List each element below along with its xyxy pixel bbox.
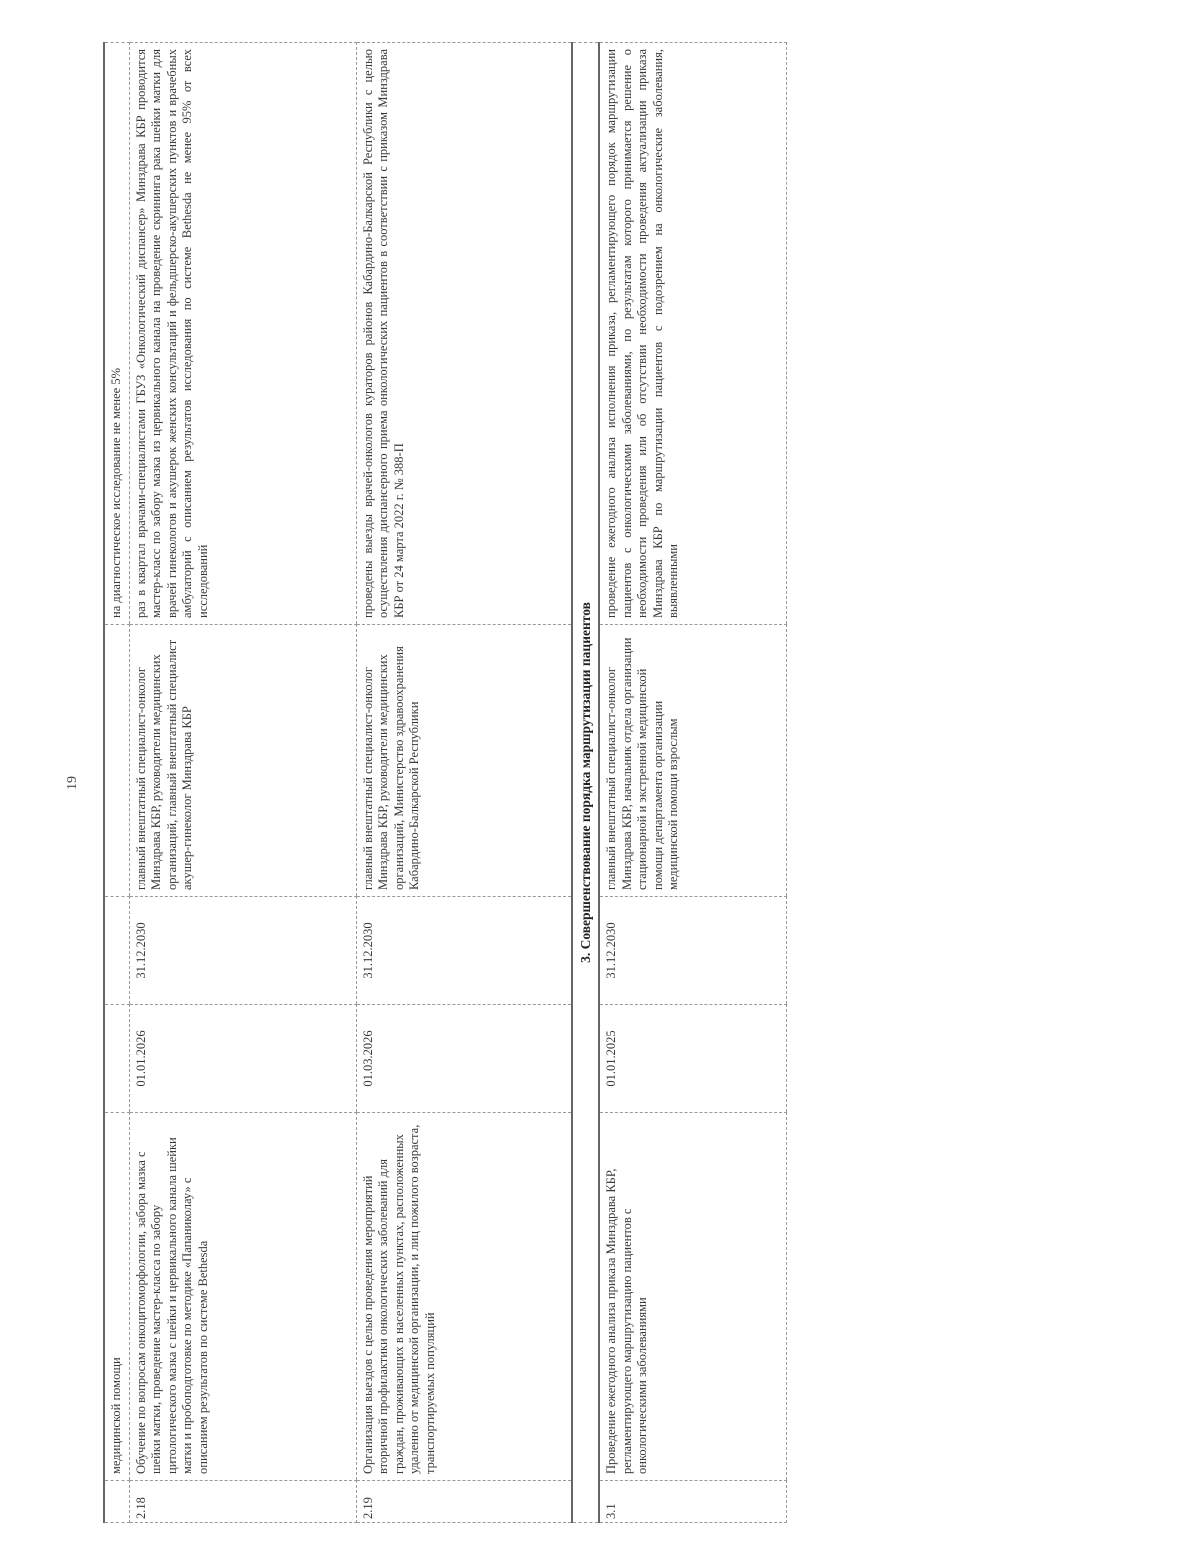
section-title: 3. Совершенствование порядка маршрутизации пациентов [572, 43, 600, 1523]
event-cell: Организация выездов с целью проведения мероприятий вторичной профилактики онкологических заболеваний для граждан, проживающих в населенных пунктах, расположенных удаленно от медицинской организации, и лиц пожилого возраста, транспортируемых популяций [356, 1113, 572, 1481]
start-date-cell: 01.01.2026 [129, 1005, 356, 1113]
row-number-cell [104, 1481, 129, 1523]
table-row [129, 43, 356, 1523]
end-date-cell: 31.12.2030 [129, 897, 356, 1005]
result-cell: проведены выезды врачей-онкологов кураторов районов Кабардино-Балкарской Республики с целью осуществления диспансерного приема онкологических пациентов в соответствии с приказом Минздрава КБР от 24 марта 2022 г. № 388-П [356, 43, 572, 625]
table-row [356, 43, 572, 1523]
start-date-cell: 01.01.2025 [599, 1005, 787, 1113]
section-heading-row [572, 43, 600, 1523]
page-number: 19 [65, 776, 80, 790]
plan-table [103, 42, 787, 1523]
result-cell: проведение ежегодного анализа исполнения приказа, регламентирующего порядок маршрутизации пациентов с онкологическими заболеваниями, по результатам которого принимается решение о необходимости проведения или об отсутствии необходимости проведения актуализации приказа Минздрава КБР по маршрутизации пациентов с подозрением на онкологические заболевания, выявленными [599, 43, 787, 625]
rotated-page [45, 33, 1155, 1533]
end-date-cell: 31.12.2030 [356, 897, 572, 1005]
result-cell: на диагностическое исследование не менее 5% [104, 43, 129, 625]
end-date-cell [104, 897, 129, 1005]
start-date-cell: 01.03.2026 [356, 1005, 572, 1113]
row-number-cell: 2.18 [129, 1481, 356, 1523]
end-date-cell: 31.12.2030 [599, 897, 787, 1005]
event-cell: Проведение ежегодного анализа приказа Минздрава КБР, регламентирующего маршрутизацию пациентов с онкологическими заболеваниями [599, 1113, 787, 1481]
responsible-cell: главный внештатный специалист-онколог Минздрава КБР, начальник отдела организации стационарной и экстренной медицинской помощи департамента организации медицинской помощи взрослым [599, 625, 787, 897]
responsible-cell: главный внештатный специалист-онколог Минздрава КБР, руководители медицинских организаций, Министерство здравоохранения Кабардино-Балкарской Республики [356, 625, 572, 897]
event-cell: Обучение по вопросам онкоцитоморфологии, забора мазка с шейки матки, проведение мастер-класса по забору цитологического мазка с шейки и цервикального канала шейки матки и пробоподготовке по методике «Папаниколау» с описанием результатов по системе Bethesda [129, 1113, 356, 1481]
table-row [599, 43, 787, 1523]
start-date-cell [104, 1005, 129, 1113]
table-row-continuation [104, 43, 129, 1523]
responsible-cell: главный внештатный специалист-онколог Минздрава КБР, руководители медицинских организаций, главный внештатный специалист акушер-гинеколог Минздрава КБР [129, 625, 356, 897]
row-number-cell: 3.1 [599, 1481, 787, 1523]
responsible-cell [104, 625, 129, 897]
result-cell: раз в квартал врачами-специалистами ГБУЗ «Онкологический диспансер» Минздрава КБР проводится мастер-класс по забору мазка из цервикального канала на проведение скрининга рака шейки матки для врачей гинекологов и акушерок женских консультаций и фельдшерско-акушерских пунктов и врачебных амбулаторий с описанием результатов исследования по системе Bethesda не менее 95% от всех исследований [129, 43, 356, 625]
event-cell: медицинской помощи [104, 1113, 129, 1481]
row-number-cell: 2.19 [356, 1481, 572, 1523]
